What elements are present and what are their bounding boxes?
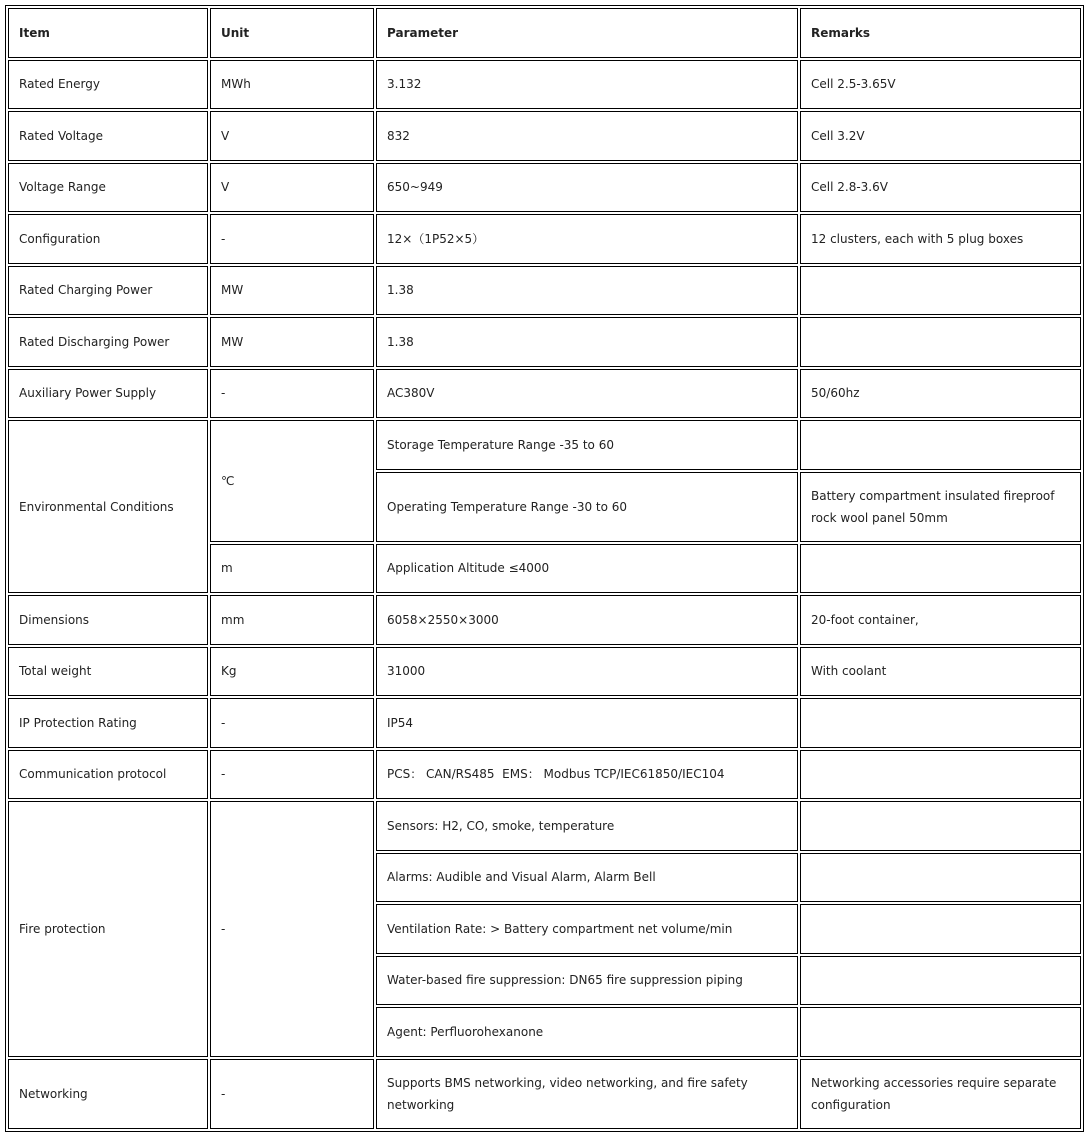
table-row-fire-sensors (8, 801, 1081, 851)
cell-remarks (800, 420, 1081, 470)
cell-remarks (800, 801, 1081, 851)
cell-parameter: 650~949 (376, 163, 798, 213)
cell-unit: mm (210, 595, 374, 645)
cell-remarks: Battery compartment insulated fireproof rock wool panel 50mm (800, 472, 1081, 542)
cell-remarks (800, 904, 1081, 954)
cell-unit: - (210, 1059, 374, 1129)
cell-unit: - (210, 369, 374, 419)
cell-remarks: Cell 2.8-3.6V (800, 163, 1081, 213)
cell-remarks: With coolant (800, 647, 1081, 697)
cell-remarks (800, 698, 1081, 748)
cell-parameter: 1.38 (376, 317, 798, 367)
table-row-voltage-range (8, 163, 1081, 213)
cell-parameter: Sensors: H2, CO, smoke, temperature (376, 801, 798, 851)
table-row-communication-protocol (8, 750, 1081, 800)
header-unit: Unit (210, 8, 374, 58)
cell-remarks (800, 317, 1081, 367)
cell-unit: MW (210, 317, 374, 367)
cell-unit: MW (210, 266, 374, 316)
cell-remarks: 20-foot container, (800, 595, 1081, 645)
cell-parameter: Alarms: Audible and Visual Alarm, Alarm Bell (376, 853, 798, 903)
cell-remarks: 12 clusters, each with 5 plug boxes (800, 214, 1081, 264)
cell-parameter: 3.132 (376, 60, 798, 110)
cell-parameter: Ventilation Rate: > Battery compartment net volume/min (376, 904, 798, 954)
cell-parameter: Water-based fire suppression: DN65 fire suppression piping (376, 956, 798, 1006)
cell-item: Networking (8, 1059, 208, 1129)
cell-item: IP Protection Rating (8, 698, 208, 748)
table-row-rated-charging-power (8, 266, 1081, 316)
cell-unit: MWh (210, 60, 374, 110)
cell-unit: V (210, 111, 374, 161)
header-parameter: Parameter (376, 8, 798, 58)
cell-remarks (800, 853, 1081, 903)
cell-item: Communication protocol (8, 750, 208, 800)
cell-parameter: 832 (376, 111, 798, 161)
cell-parameter: Application Altitude ≤4000 (376, 544, 798, 594)
cell-item: Rated Energy (8, 60, 208, 110)
cell-parameter: PCS： CAN/RS485 EMS： Modbus TCP/IEC61850/IEC104 (376, 750, 798, 800)
cell-unit: - (210, 698, 374, 748)
cell-parameter: AC380V (376, 369, 798, 419)
cell-unit: m (210, 544, 374, 594)
cell-remarks: Networking accessories require separate configuration (800, 1059, 1081, 1129)
cell-parameter: 12×（1P52×5） (376, 214, 798, 264)
cell-unit: ℃ (210, 420, 374, 542)
table-row-dimensions (8, 595, 1081, 645)
table-row-ip-protection-rating (8, 698, 1081, 748)
cell-item: Rated Discharging Power (8, 317, 208, 367)
cell-remarks: Cell 2.5-3.65V (800, 60, 1081, 110)
table-row-rated-voltage (8, 111, 1081, 161)
table-row-configuration (8, 214, 1081, 264)
cell-unit: - (210, 214, 374, 264)
cell-item: Total weight (8, 647, 208, 697)
cell-item: Fire protection (8, 801, 208, 1057)
spec-table-container (5, 5, 1084, 1132)
table-row-rated-discharging-power (8, 317, 1081, 367)
cell-unit: - (210, 750, 374, 800)
cell-unit: Kg (210, 647, 374, 697)
cell-item: Environmental Conditions (8, 420, 208, 593)
table-header-row (8, 8, 1081, 58)
table-row-total-weight (8, 647, 1081, 697)
cell-parameter: IP54 (376, 698, 798, 748)
cell-parameter: Storage Temperature Range -35 to 60 (376, 420, 798, 470)
cell-remarks (800, 266, 1081, 316)
cell-unit: - (210, 801, 374, 1057)
header-item: Item (8, 8, 208, 58)
cell-item: Auxiliary Power Supply (8, 369, 208, 419)
header-remarks: Remarks (800, 8, 1081, 58)
cell-parameter: Supports BMS networking, video networking, and fire safety networking (376, 1059, 798, 1129)
cell-parameter: 6058×2550×3000 (376, 595, 798, 645)
cell-remarks (800, 1007, 1081, 1057)
cell-unit: V (210, 163, 374, 213)
cell-remarks (800, 544, 1081, 594)
table-row-networking (8, 1059, 1081, 1129)
table-row-rated-energy (8, 60, 1081, 110)
cell-item: Rated Charging Power (8, 266, 208, 316)
table-row-environmental-storage (8, 420, 1081, 470)
specification-table (5, 5, 1084, 1132)
cell-item: Rated Voltage (8, 111, 208, 161)
cell-parameter: Agent: Perfluorohexanone (376, 1007, 798, 1057)
cell-remarks: Cell 3.2V (800, 111, 1081, 161)
cell-remarks (800, 956, 1081, 1006)
table-row-auxiliary-power-supply (8, 369, 1081, 419)
cell-item: Voltage Range (8, 163, 208, 213)
cell-parameter: Operating Temperature Range -30 to 60 (376, 472, 798, 542)
cell-item: Configuration (8, 214, 208, 264)
cell-item: Dimensions (8, 595, 208, 645)
cell-parameter: 31000 (376, 647, 798, 697)
cell-parameter: 1.38 (376, 266, 798, 316)
cell-remarks (800, 750, 1081, 800)
cell-remarks: 50/60hz (800, 369, 1081, 419)
